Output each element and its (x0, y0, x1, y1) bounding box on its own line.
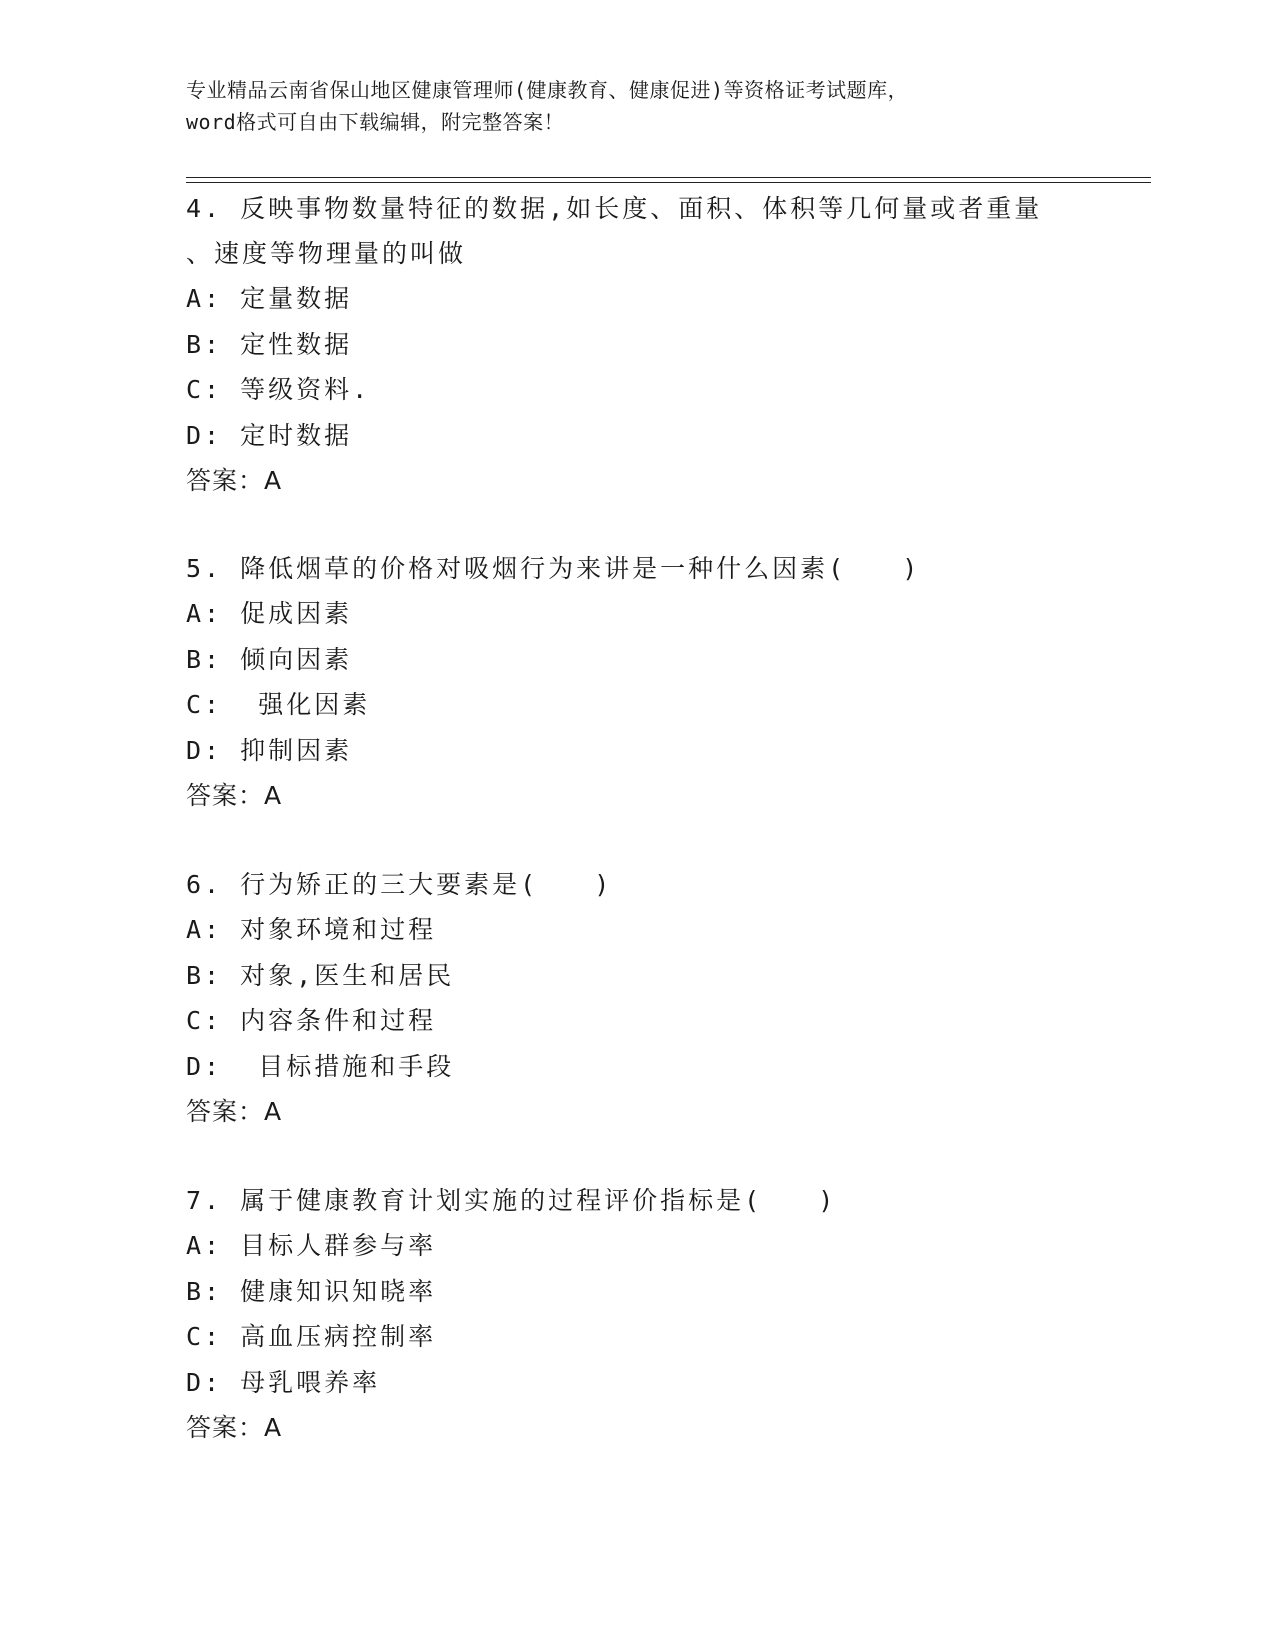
question-5 (186, 546, 1086, 818)
option-c: C: 内容条件和过程 (186, 1006, 437, 1035)
option-b: B: 倾向因素 (186, 644, 353, 674)
question-6 (186, 862, 1086, 1134)
option-a: A: 目标人群参与率 (186, 1231, 437, 1260)
question-text: 7. 属于健康教育计划实施的过程评价指标是( ) (186, 1186, 837, 1215)
answer: 答案：A (186, 466, 283, 495)
question-text: 5. 降低烟草的价格对吸烟行为来讲是一种什么因素( ) (186, 554, 921, 583)
header-divider-top (186, 177, 1151, 178)
document-header (186, 74, 1086, 138)
option-a: A: 促成因素 (186, 599, 353, 628)
header-line-2: word格式可自由下载编辑，附完整答案！ (186, 110, 565, 134)
option-d: D: 目标措施和手段 (186, 1051, 455, 1081)
header-line-1: 专业精品云南省保山地区健康管理师(健康教育、健康促进)等资格证考试题库， (186, 78, 909, 102)
option-b: B: 定性数据 (186, 329, 353, 359)
option-b: B: 健康知识知晓率 (186, 1276, 437, 1306)
option-c: C: 高血压病控制率 (186, 1322, 437, 1351)
option-c: C: 等级资料. (186, 375, 371, 404)
header-divider-bottom (186, 182, 1151, 183)
answer: 答案：A (186, 1097, 283, 1126)
answer: 答案：A (186, 781, 283, 810)
question-text-continued: 、速度等物理量的叫做 (186, 239, 467, 268)
question-text: 6. 行为矫正的三大要素是( ) (186, 870, 613, 899)
question-4 (186, 186, 1086, 503)
option-d: D: 抑制因素 (186, 735, 353, 765)
answer: 答案：A (186, 1413, 283, 1442)
question-7 (186, 1178, 1086, 1450)
option-c: C: 强化因素 (186, 690, 371, 719)
option-d: D: 定时数据 (186, 420, 353, 450)
question-text: 4. 反映事物数量特征的数据,如长度、面积、体积等几何量或者重量 (186, 194, 1043, 223)
option-b: B: 对象,医生和居民 (186, 960, 455, 990)
option-d: D: 母乳喂养率 (186, 1367, 381, 1397)
option-a: A: 定量数据 (186, 284, 353, 313)
option-a: A: 对象环境和过程 (186, 915, 437, 944)
